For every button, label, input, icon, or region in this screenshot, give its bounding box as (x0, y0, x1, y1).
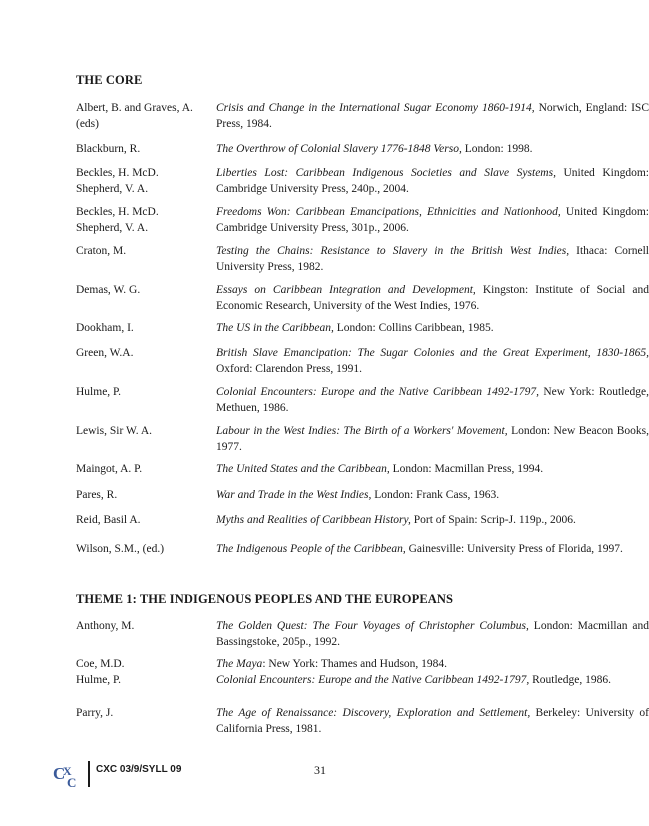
reference-publisher: New York: Routledge, Methuen, 1986. (216, 386, 649, 414)
reference-publisher: Ithaca: Cornell University Press, 1982. (216, 245, 649, 273)
reference-title: The US in the Caribbean, (216, 322, 334, 334)
reference-citation (216, 487, 649, 503)
reference-publisher: Kingston: Institute of Social and Economic Research, University of the West Indies, 1976. (216, 284, 649, 312)
reference-citation (216, 705, 649, 737)
reference-citation (216, 512, 649, 528)
reference-second-citation (216, 672, 649, 688)
reference-citation (216, 618, 649, 650)
reference-publisher: Oxford: Clarendon Press, 1991. (216, 363, 362, 375)
reference-publisher: London: Frank Cass, 1963. (371, 489, 500, 501)
reference-citation (216, 423, 649, 455)
svg-text:C: C (53, 764, 66, 783)
reference-author: Beckles, H. McD. Shepherd, V. A. (76, 206, 159, 234)
reference-author: Albert, B. and Graves, A. (eds) (76, 102, 193, 130)
reference-author: Parry, J. (76, 707, 114, 719)
reference-citation (216, 204, 649, 236)
reference-publisher: London: Collins Caribbean, 1985. (333, 322, 494, 334)
reference-citation (216, 656, 649, 688)
reference-title: The United States and the Caribbean, (216, 463, 390, 475)
reference-title: War and Trade in the West Indies, (216, 489, 372, 501)
reference-author: Coe, M.D. Hulme, P. (76, 658, 125, 686)
reference-title: Colonial Encounters: Europe and the Native Caribbean 1492-1797, (216, 386, 540, 398)
reference-citation (216, 384, 649, 416)
reference-title: The Indigenous People of the Caribbean, (216, 543, 406, 555)
reference-title: The Overthrow of Colonial Slavery 1776-1848 Verso, (216, 143, 462, 155)
footer-divider (88, 761, 90, 787)
reference-publisher: Berkeley: University of California Press, 1981. (216, 707, 649, 735)
reference-author: Demas, W. G. (76, 284, 141, 296)
reference-publisher: Gainesville: University Press of Florida, 1997. (405, 543, 623, 555)
reference-author: Craton, M. (76, 245, 127, 257)
reference-publisher: London: Macmillan Press, 1994. (389, 463, 544, 475)
reference-citation (216, 461, 649, 477)
reference-title: The Age of Renaissance: Discovery, Exploration and Settlement, (216, 707, 531, 719)
svg-text:X: X (63, 764, 72, 778)
reference-title: Myths and Realities of Caribbean History, (216, 514, 411, 526)
reference-title: The Golden Quest: The Four Voyages of Christopher Columbus, (216, 620, 529, 632)
reference-citation (216, 345, 649, 377)
reference-citation (216, 282, 649, 314)
reference-citation (216, 165, 649, 197)
page-number: 31 (314, 763, 326, 777)
reference-title: The Maya (216, 658, 263, 670)
svg-text:C: C (67, 775, 77, 790)
reference-author: Maingot, A. P. (76, 463, 143, 475)
reference-citation (216, 320, 649, 336)
reference-author: Anthony, M. (76, 620, 135, 632)
reference-publisher: Routledge, 1986. (529, 674, 612, 686)
reference-author: Wilson, S.M., (ed.) (76, 543, 165, 555)
reference-author: Pares, R. (76, 489, 118, 501)
reference-citation (216, 541, 649, 557)
reference-title: Crisis and Change in the International Sugar Economy 1860-1914, (216, 102, 535, 114)
reference-publisher: London: Macmillan and Bassingstoke, 205p., 1992. (216, 620, 649, 648)
reference-title: British Slave Emancipation: The Sugar Colonies and the Great Experiment, 1830-1865, (216, 347, 649, 359)
reference-author: Blackburn, R. (76, 143, 141, 155)
reference-citation (216, 243, 649, 275)
reference-publisher: United Kingdom: Cambridge University Press, 301p., 2006. (216, 206, 649, 234)
reference-publisher: London: 1998. (461, 143, 533, 155)
reference-citation (216, 100, 649, 132)
reference-author: Lewis, Sir W. A. (76, 425, 153, 437)
reference-author: Beckles, H. McD. Shepherd, V. A. (76, 167, 159, 195)
reference-title: Testing the Chains: Resistance to Slavery in the British West Indies, (216, 245, 570, 257)
syllabus-code: CXC 03/9/SYLL 09 (96, 764, 182, 775)
reference-title: Essays on Caribbean Integration and Development, (216, 284, 476, 296)
reference-publisher: London: New Beacon Books, 1977. (216, 425, 649, 453)
reference-title: Freedoms Won: Caribbean Emancipations, Ethnicities and Nationhood, (216, 206, 561, 218)
reference-publisher: Norwich, England: ISC Press, 1984. (216, 102, 649, 130)
section-title-theme1: THEME 1: THE INDIGENOUS PEOPLES AND THE EUROPEANS (76, 592, 454, 606)
reference-publisher: : New York: Thames and Hudson, 1984. (262, 658, 448, 670)
section-title-core: THE CORE (76, 73, 143, 87)
reference-publisher: Port of Spain: Scrip-J. 119p., 2006. (410, 514, 576, 526)
reference-title: Liberties Lost: Caribbean Indigenous Societies and Slave Systems, (216, 167, 556, 179)
reference-author: Dookham, I. (76, 322, 134, 334)
reference-author: Green, W.A. (76, 347, 134, 359)
reference-author: Reid, Basil A. (76, 514, 141, 526)
reference-author: Hulme, P. (76, 386, 122, 398)
cxc-logo-icon (52, 760, 86, 790)
reference-citation (216, 141, 649, 157)
reference-title: Labour in the West Indies: The Birth of a Workers' Movement, (216, 425, 508, 437)
reference-title: Colonial Encounters: Europe and the Native Caribbean 1492-1797, (216, 674, 530, 686)
reference-publisher: United Kingdom: Cambridge University Press, 240p., 2004. (216, 167, 649, 195)
